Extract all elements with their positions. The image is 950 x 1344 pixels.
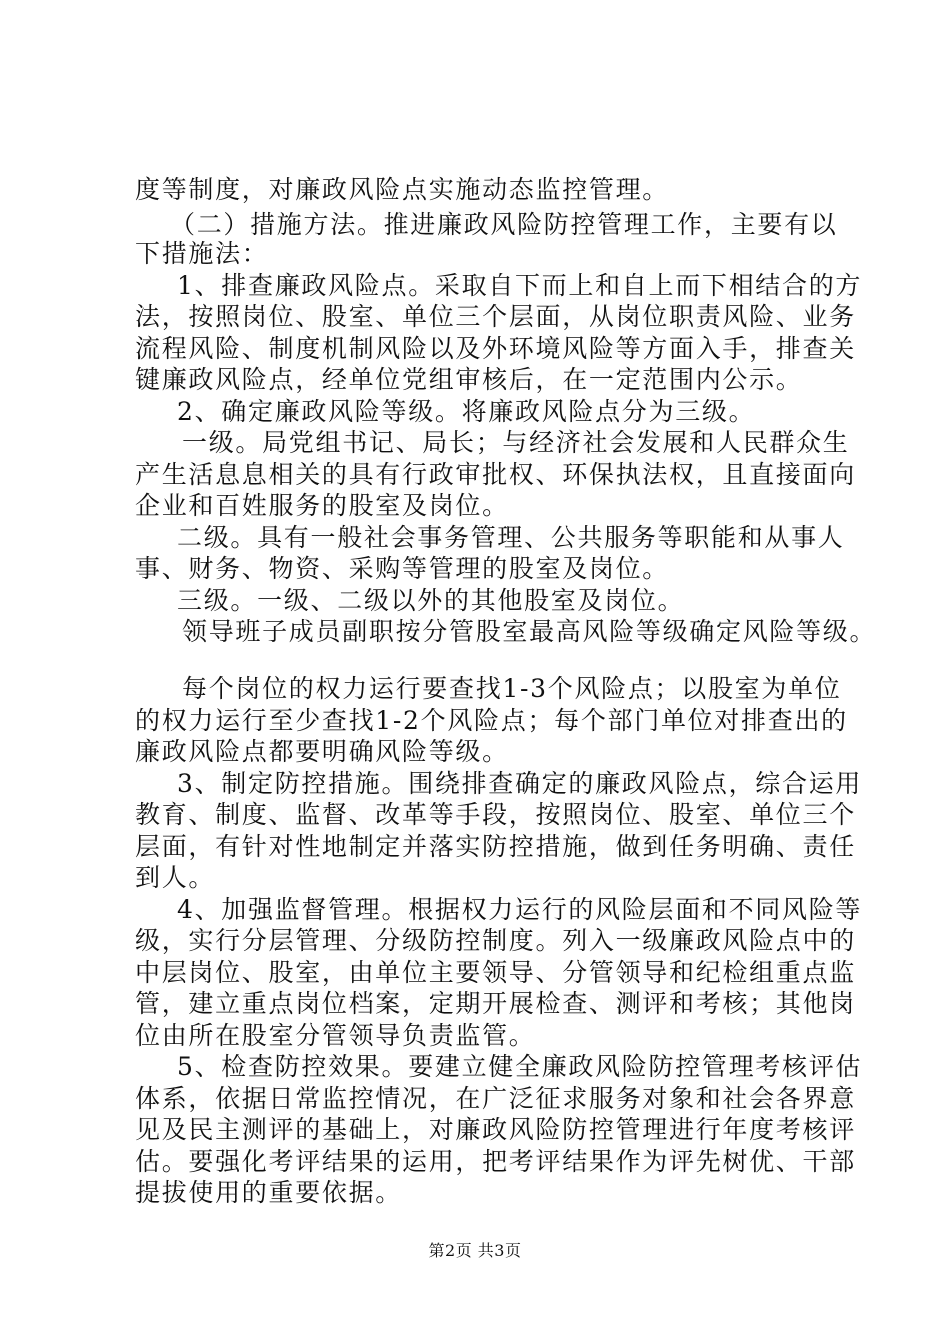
text-line: 法，按照岗位、股室、单位三个层面，从岗位职责风险、业务 — [135, 302, 856, 331]
text-line: 提拔使用的重要依据。 — [135, 1178, 403, 1207]
text-line: 的权力运行至少查找1-2个风险点；每个部门单位对排查出的 — [135, 706, 848, 735]
text-line: 中层岗位、股室，由单位主要领导、分管领导和纪检组重点监 — [135, 958, 856, 987]
text-line: 见及民主测评的基础上，对廉政风险防控管理进行年度考核评 — [135, 1115, 856, 1144]
text-line: 度等制度，对廉政风险点实施动态监控管理。 — [135, 175, 670, 204]
text-line: 领导班子成员副职按分管股室最高风险等级确定风险等级。 — [182, 617, 877, 646]
text-line: 廉政风险点都要明确风险等级。 — [135, 737, 509, 766]
page-number-footer: 第2页 共3页 — [428, 1241, 522, 1260]
text-line: 二级。具有一般社会事务管理、公共服务等职能和从事人 — [177, 523, 845, 552]
text-line: 下措施法： — [135, 239, 269, 268]
text-line: 三级。一级、二级以外的其他股室及岗位。 — [177, 586, 685, 615]
text-line: 企业和百姓服务的股室及岗位。 — [135, 491, 509, 520]
text-line: 产生活息息相关的具有行政审批权、环保执法权，且直接面向 — [135, 460, 856, 489]
text-line: （二）措施方法。推进廉政风险防控管理工作，主要有以 — [170, 210, 838, 239]
text-line: 1、排查廉政风险点。采取自下而上和自上而下相结合的方 — [177, 271, 863, 300]
text-line: 位由所在股室分管领导负责监管。 — [135, 1021, 536, 1050]
text-line: 3、制定防控措施。围绕排查确定的廉政风险点，综合运用 — [177, 769, 863, 798]
text-line: 层面，有针对性地制定并落实防控措施，做到任务明确、责任 — [135, 832, 856, 861]
text-line: 体系，依据日常监控情况，在广泛征求服务对象和社会各界意 — [135, 1084, 856, 1113]
text-line: 4、加强监督管理。根据权力运行的风险层面和不同风险等 — [177, 895, 863, 924]
text-line: 估。要强化考评结果的运用，把考评结果作为评先树优、干部 — [135, 1147, 856, 1176]
text-line: 键廉政风险点，经单位党组审核后，在一定范围内公示。 — [135, 365, 803, 394]
text-line: 每个岗位的权力运行要查找1-3个风险点；以股室为单位 — [182, 674, 842, 703]
text-line: 教育、制度、监督、改革等手段，按照岗位、股室、单位三个 — [135, 800, 856, 829]
text-line: 5、检查防控效果。要建立健全廉政风险防控管理考核评估 — [177, 1052, 863, 1081]
text-line: 一级。局党组书记、局长；与经济社会发展和人民群众生 — [182, 428, 850, 457]
text-line: 2、确定廉政风险等级。将廉政风险点分为三级。 — [177, 397, 756, 426]
text-line: 到人。 — [135, 863, 216, 892]
text-line: 流程风险、制度机制风险以及外环境风险等方面入手，排查关 — [135, 334, 856, 363]
text-line: 级，实行分层管理、分级防控制度。列入一级廉政风险点中的 — [135, 926, 856, 955]
text-line: 事、财务、物资、采购等管理的股室及岗位。 — [135, 554, 670, 583]
text-line: 管，建立重点岗位档案，定期开展检查、测评和考核；其他岗 — [135, 989, 856, 1018]
